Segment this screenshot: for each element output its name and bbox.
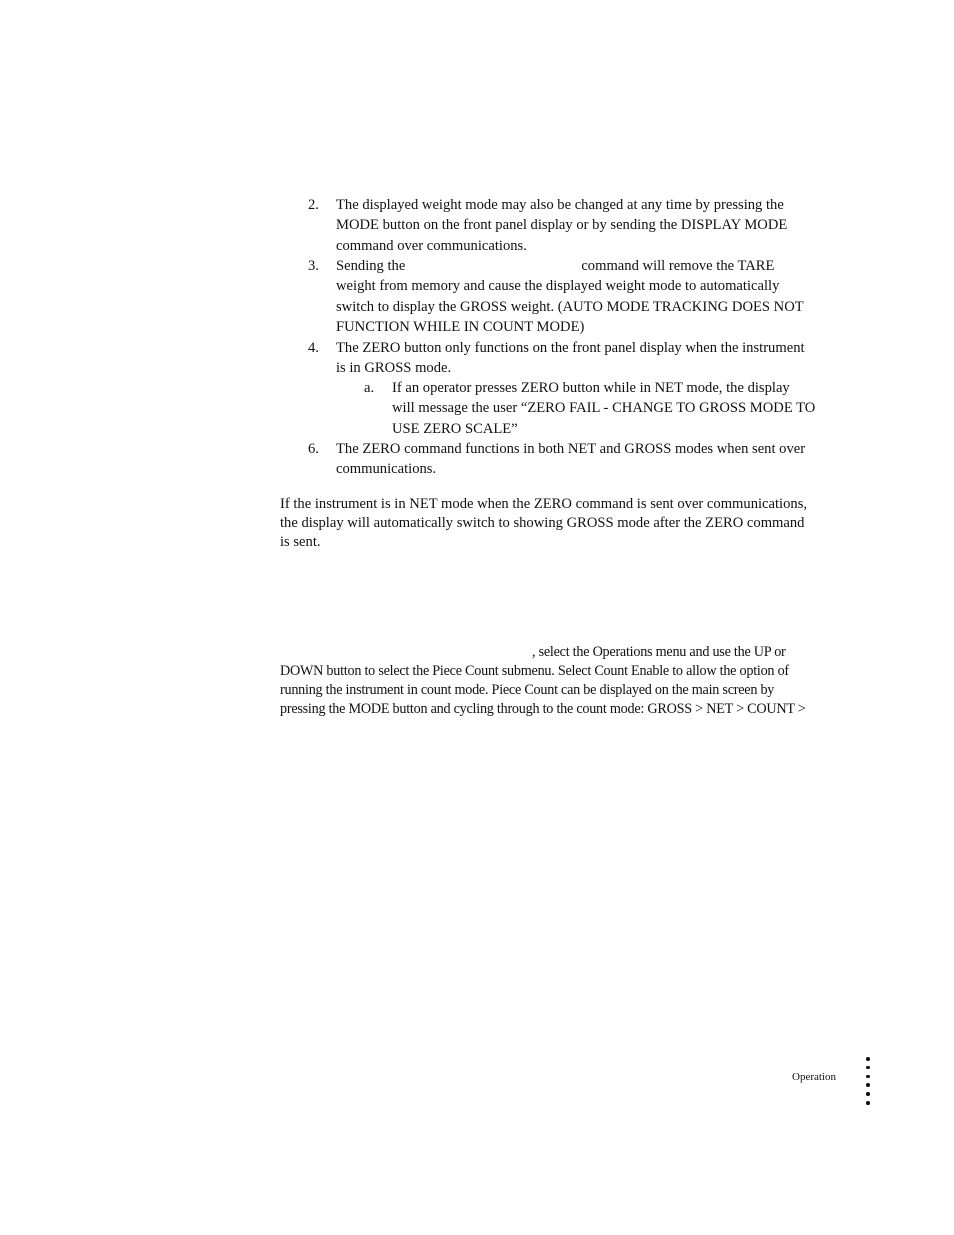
piece-count-paragraph [280,643,816,719]
dot [866,1083,870,1087]
list-text: The ZERO command functions in both NET and GROSS modes when sent over communications. [336,441,806,478]
list-number: 3. [308,258,319,274]
list-text: If an operator presses ZERO button while in NET mode, the display will message the user “ZERO FAIL - CHANGE TO GROSS MODE TO USE ZERO SCALE” [392,380,816,437]
list-text: The ZERO button only functions on the front panel display when the instrument is in GROSS mode. [336,340,805,377]
dot [866,1101,870,1105]
dot [866,1092,870,1096]
dot [866,1057,870,1061]
dot [866,1066,870,1070]
piece-count-text: , select the Operations menu and use the UP or DOWN button to select the Piece Count submenu. Select Count Enable to allow the option of running the instrument in count mode. Piece Count can be displayed on the main screen by pressing the MODE button and cycling through to the count mode: GROSS > NET > COUNT > [280,644,806,717]
footer-dots-decoration [865,1057,871,1110]
list-text-pre: Sending the [336,258,406,274]
list-number: 6. [308,441,319,457]
list-number: 4. [308,340,319,356]
footer-section-label: Operation [792,1071,836,1083]
body-paragraph: If the instrument is in NET mode when the ZERO command is sent over communications, the display will automatically switch to showing GROSS mode after the ZERO command is sent. [280,496,808,550]
dot [866,1075,870,1079]
list-text-post: command will remove the TARE weight from memory and cause the displayed weight mode to automatically switch to display the GROSS weight. (AUTO MODE TRACKING DOES NOT FUNCTION WHILE IN COUNT MODE) [336,258,804,336]
list-number: a. [364,380,375,396]
list-text: The displayed weight mode may also be changed at any time by pressing the MODE button on the front panel display or by sending the DISPLAY MODE command over communications. [336,197,788,254]
list-number: 2. [308,197,319,213]
list-text [336,256,816,338]
